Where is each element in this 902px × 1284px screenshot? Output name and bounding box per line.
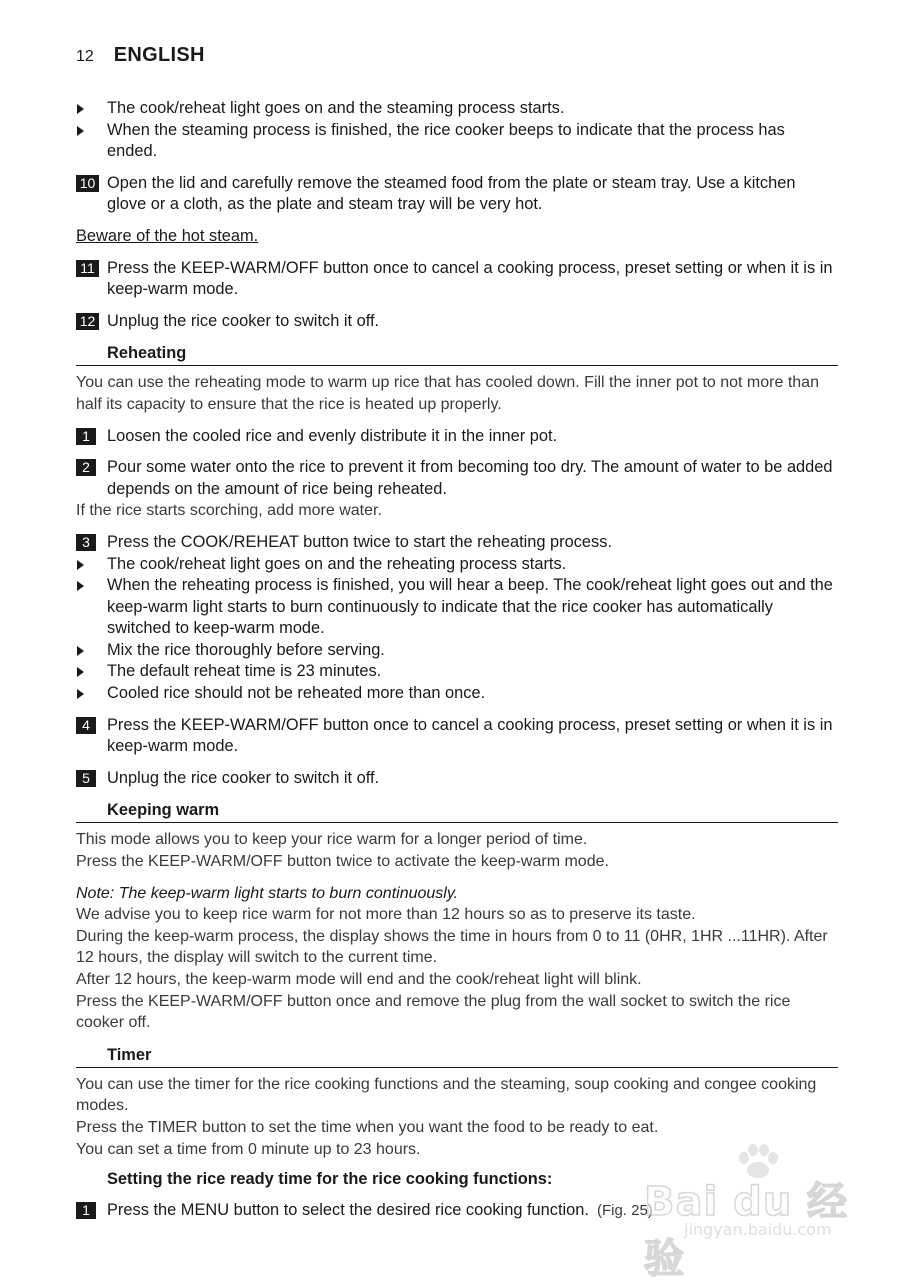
manual-page xyxy=(76,44,838,1222)
step-number: 1 xyxy=(76,1202,96,1219)
watermark-url: jingyan.baidu.com xyxy=(684,1220,832,1239)
section-heading-timer: Timer xyxy=(76,1044,838,1068)
reheating-intro: You can use the reheating mode to warm up rice that has cooled down. Fill the inner pot to not more than half its capacity to ensure that the rice is heated up properly. xyxy=(76,374,819,413)
reheat-step-3: 3 Press the COOK/REHEAT button twice to start the reheating process. xyxy=(76,532,838,554)
timer-line: You can use the timer for the rice cooking functions and the steaming, soup cooking and congee cooking modes. xyxy=(76,1075,817,1115)
keep-warm-line: During the keep-warm process, the display shows the time in hours from 0 to 11 (0HR, 1HR ...11HR). After 12 hours, the display will switch to the current time. xyxy=(76,927,828,967)
timer-subheading: Setting the rice ready time for the rice cooking functions: xyxy=(107,1170,553,1189)
timer-step-1: 1 Press the MENU button to select the desired rice cooking function. (Fig. 25) xyxy=(76,1200,838,1222)
bullet-item: When the steaming process is finished, the rice cooker beeps to indicate that the process has ended. xyxy=(76,120,838,163)
section-heading-reheating: Reheating xyxy=(76,342,838,366)
hot-steam-warning: Beware of the hot steam. xyxy=(76,226,259,245)
step-number: 3 xyxy=(76,534,96,551)
keep-warm-line: After 12 hours, the keep-warm mode will end and the cook/reheat light will blink. xyxy=(76,971,642,988)
reheat-step-1: 1 Loosen the cooled rice and evenly distribute it in the inner pot. xyxy=(76,426,838,448)
reheat-tip: If the rice starts scorching, add more water. xyxy=(76,502,382,520)
keep-warm-line: Press the KEEP-WARM/OFF button once and remove the plug from the wall socket to switch the rice cooker off. xyxy=(76,992,791,1032)
reheat-step-5: 5 Unplug the rice cooker to switch it off. xyxy=(76,768,838,790)
page-header xyxy=(76,44,838,72)
section-heading-keeping-warm: Keeping warm xyxy=(76,799,838,823)
reheat-step-4: 4 Press the KEEP-WARM/OFF button once to cancel a cooking process, preset setting or when it is in keep-warm mode. xyxy=(76,715,838,758)
step-number: 11 xyxy=(76,260,99,277)
step-number: 1 xyxy=(76,428,96,445)
language-title: ENGLISH xyxy=(113,44,205,66)
step-10: 10 Open the lid and carefully remove the steamed food from the plate or steam tray. Use a kitchen glove or a cloth, as the plate and steam tray will be very hot. xyxy=(76,173,838,216)
bullet-item: The cook/reheat light goes on and the reheating process starts. xyxy=(76,554,838,576)
step-number: 2 xyxy=(76,459,96,476)
keep-warm-line: Press the KEEP-WARM/OFF button twice to activate the keep-warm mode. xyxy=(76,853,609,871)
timer-line: Press the TIMER button to set the time when you want the food to be ready to eat. xyxy=(76,1118,659,1136)
watermark-brand: Bai du 经验 xyxy=(644,1179,849,1282)
bullet-item: When the reheating process is finished, you will hear a beep. The cook/reheat light goes out and the keep-warm light starts to burn continuously to indicate that the rice cooker has automatically switched to keep-warm mode. xyxy=(76,575,838,640)
step-number: 12 xyxy=(76,313,99,330)
bullet-item: Cooled rice should not be reheated more than once. xyxy=(76,683,838,705)
bullet-item: Mix the rice thoroughly before serving. xyxy=(76,640,838,662)
bullet-item: The default reheat time is 23 minutes. xyxy=(76,661,838,683)
bullet-item: The cook/reheat light goes on and the steaming process starts. xyxy=(76,98,838,120)
step-number: 10 xyxy=(76,175,99,192)
baidu-watermark xyxy=(636,1140,856,1282)
page-number: 12 xyxy=(76,48,94,65)
step-12: 12 Unplug the rice cooker to switch it off. xyxy=(76,311,838,333)
keep-warm-line: This mode allows you to keep your rice warm for a longer period of time. xyxy=(76,831,588,849)
step-11: 11 Press the KEEP-WARM/OFF button once to cancel a cooking process, preset setting or when it is in keep-warm mode. xyxy=(76,258,838,301)
timer-line: You can set a time from 0 minute up to 23 hours. xyxy=(76,1140,421,1158)
step-number: 5 xyxy=(76,770,96,787)
figure-reference: (Fig. 25) xyxy=(596,1202,653,1220)
reheat-step-2: 2 Pour some water onto the rice to prevent it from becoming too dry. The amount of water to be added depends on the amount of rice being reheated. xyxy=(76,457,838,500)
keep-warm-line: We advise you to keep rice warm for not more than 12 hours so as to preserve its taste. xyxy=(76,906,696,924)
step-number: 4 xyxy=(76,717,96,734)
keep-warm-note: Note: The keep-warm light starts to burn continuously. xyxy=(76,884,459,902)
